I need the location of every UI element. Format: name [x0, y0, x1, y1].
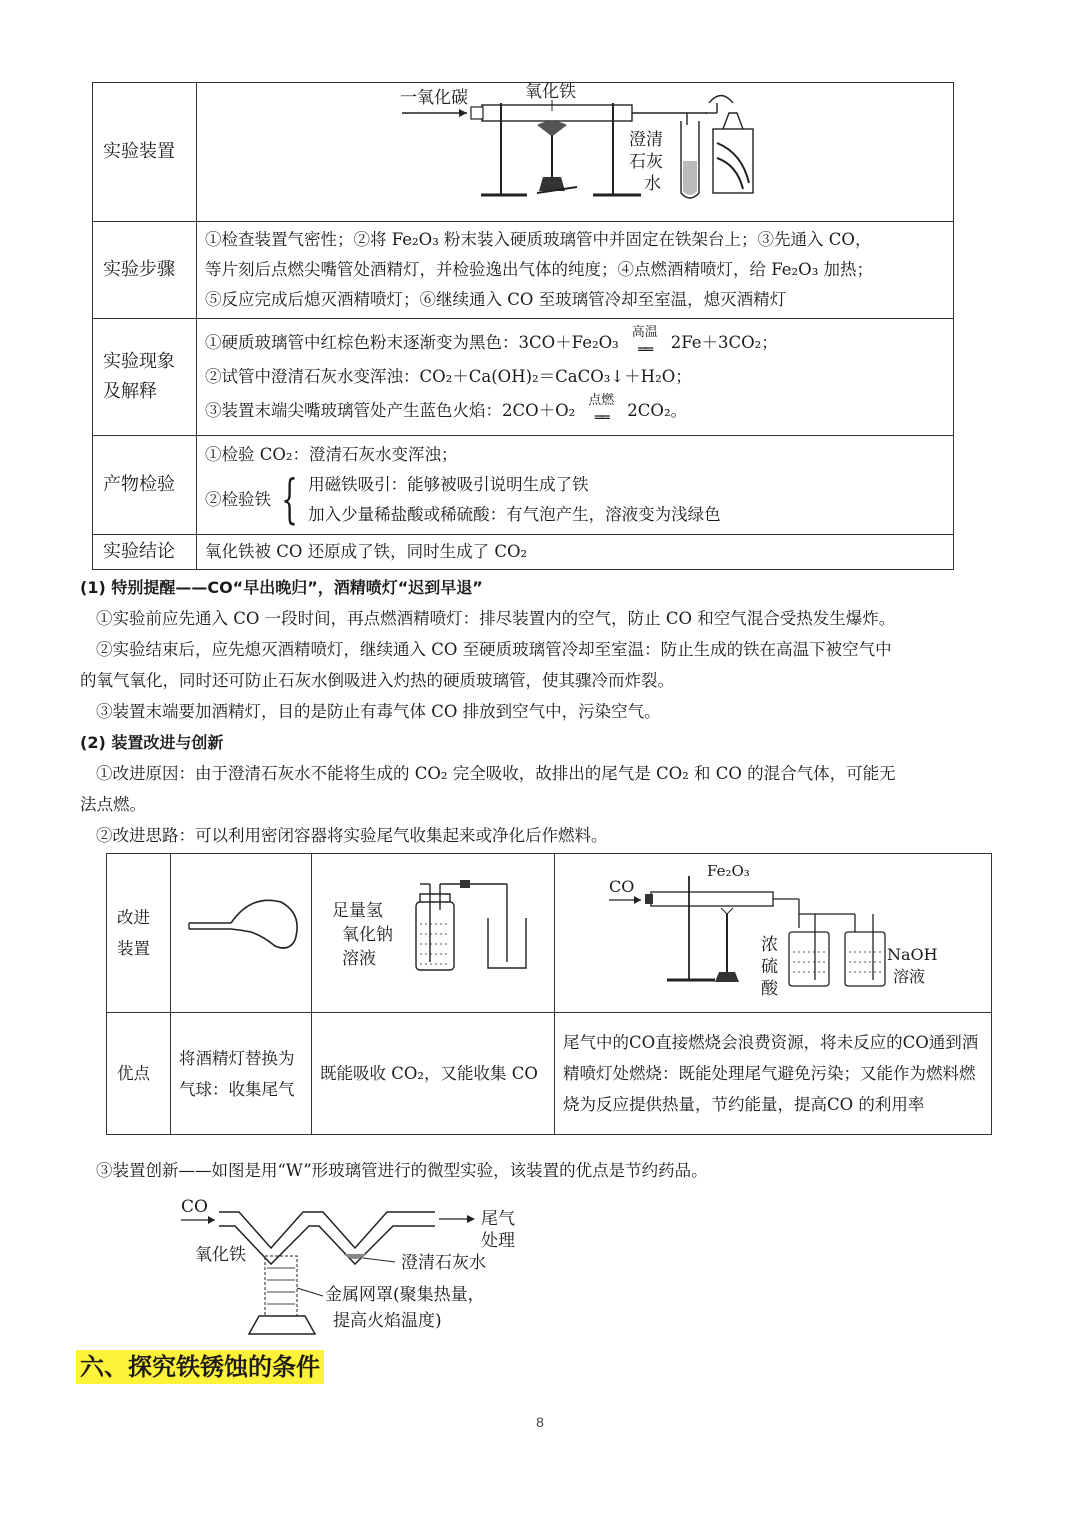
co-label: 一氧化碳: [400, 88, 468, 108]
product-header: 产物检验: [93, 436, 197, 535]
balloon-diagram: [171, 854, 311, 1002]
recycle-device-cell: [555, 854, 992, 1013]
note1-b2: 的氧气氧化，同时还可防止石灰水倒吸进入灼热的硬质玻璃管，使其骤冷而炸裂。: [80, 671, 674, 690]
product-cell: [197, 436, 954, 535]
steps-line-3: ⑤反应完成后熄灭酒精喷灯；⑥继续通入 CO 至玻璃管冷却至室温，熄灭酒精灯: [205, 290, 787, 309]
phenomena-line-2: ②试管中澄清石灰水变浑浊：CO₂＋Ca(OH)₂＝CaCO₃↓＋H₂O；: [205, 367, 692, 386]
condition-ignite: 点燃 ══: [588, 393, 615, 426]
steps-header: 实验步骤: [93, 222, 197, 319]
experiment-table: [92, 82, 954, 570]
w-co-label: CO: [181, 1197, 208, 1217]
steps-line-1: ①检查装置气密性；②将 Fe₂O₃ 粉末装入硬质玻璃管中并固定在铁架台上；③先通入 CO，: [205, 230, 872, 249]
note1-b1: ②实验结束后，应先熄灭酒精喷灯，继续通入 CO 至硬质玻璃管冷却至室温：防止生成的铁在高温下被空气中: [96, 640, 892, 659]
phenomena-cell: [197, 319, 954, 436]
apparatus-diagram: [197, 83, 953, 211]
naoh-label-b2: 溶液: [893, 967, 926, 986]
w-exhaust-1: 尾气: [481, 1209, 515, 1229]
w-tube-diagram: [175, 1192, 535, 1342]
note1-a: ①实验前应先通入 CO 一段时间，再点燃酒精喷灯：排尽装置内的空气，防止 CO 和空气混合受热发生爆炸。: [96, 609, 896, 628]
apparatus-header: 实验装置: [93, 83, 197, 222]
limewater-label-1: 澄清: [629, 130, 663, 150]
w-mesh-label-1: 金属网罩(聚集热量，: [325, 1285, 485, 1305]
iron-test-b: 加入少量稀盐酸或稀硫酸：有气泡产生，溶液变为浅绿色: [308, 505, 721, 524]
w-exhaust-2: 处理: [481, 1231, 515, 1251]
limewater-label-3: 水: [644, 174, 661, 194]
steps-line-2: 等片刻后点燃尖嘴管处酒精灯，并检验逸出气体的纯度；④点燃酒精喷灯，给 Fe₂O₃ 加热；: [205, 260, 874, 279]
co-label-2: CO: [609, 877, 635, 896]
section6-heading: 六、探究铁锈蚀的条件: [76, 1350, 324, 1384]
improvement-table: [106, 853, 992, 1135]
brace-icon: {: [281, 470, 298, 530]
phenomena-line-3: ③装置末端尖嘴玻璃管处产生蓝色火焰：2CO＋O₂ 点燃 ══ 2CO₂。: [205, 393, 688, 426]
acid-label-2: 硫: [761, 957, 778, 977]
naoh-label-1: 足量氢: [332, 901, 383, 921]
notes-block: [80, 572, 1010, 851]
page-number: 8: [536, 1414, 544, 1430]
improved-device-header: 改进装置: [107, 854, 171, 1013]
w-limewater-label: 澄清石灰水: [401, 1253, 486, 1273]
fe2o3-label-2: Fe₂O₃: [707, 862, 750, 880]
conclusion-header: 实验结论: [93, 535, 197, 570]
recycle-diagram: [555, 854, 991, 1002]
iron-test-label: ②检验铁: [205, 490, 271, 509]
note2-b: ②改进思路：可以利用密闭容器将实验尾气收集起来或净化后作燃料。: [96, 826, 608, 845]
steps-cell: [197, 222, 954, 319]
w-fe2o3-label: 氧化铁: [195, 1245, 246, 1265]
naoh-bottle-diagram: [312, 854, 554, 1002]
w-mesh-label-2: 提高火焰温度): [333, 1311, 442, 1331]
iron-test-a: 用磁铁吸引：能够被吸引说明生成了铁: [308, 475, 589, 494]
note1-c: ③装置末端要加酒精灯，目的是防止有毒气体 CO 排放到空气中，污染空气。: [96, 702, 661, 721]
phenomena-header: 实验现象及解释: [93, 319, 197, 436]
balloon-device-cell: [171, 854, 312, 1013]
advantage-balloon: 将酒精灯替换为气球：收集尾气: [171, 1013, 312, 1135]
condition-high-temp: 高温 ══: [631, 325, 658, 358]
naoh-label-3: 溶液: [342, 949, 376, 969]
conclusion-cell: 氧化铁被 CO 还原成了铁，同时生成了 CO₂: [197, 535, 954, 570]
note2-a2: 法点燃。: [80, 795, 146, 814]
note1-heading: (1) 特别提醒——CO“早出晚归”，酒精喷灯“迟到早退”: [80, 578, 483, 597]
note2-a1: ①改进原因：由于澄清石灰水不能将生成的 CO₂ 完全吸收，故排出的尾气是 CO₂ 和 CO 的混合气体，可能无: [96, 764, 896, 783]
fe2o3-label: 氧化铁: [525, 83, 576, 102]
advantage-header: 优点: [107, 1013, 171, 1135]
advantage-bottle: 既能吸收 CO₂，又能收集 CO: [312, 1013, 555, 1135]
note2-heading: (2) 装置改进与创新: [80, 733, 224, 752]
bottle-device-cell: [312, 854, 555, 1013]
limewater-label-2: 石灰: [629, 152, 663, 172]
acid-label-1: 浓: [761, 935, 778, 955]
phenomena-line-1: ①硬质玻璃管中红棕色粉末逐渐变为黑色：3CO＋Fe₂O₃ 高温 ══ 2Fe＋3CO₂；: [205, 325, 778, 358]
innovation-text: ③装置创新——如图是用“W”形玻璃管进行的微型实验，该装置的优点是节约药品。: [96, 1161, 708, 1180]
advantage-recycle: 尾气中的CO直接燃烧会浪费资源，将未反应的CO通到酒精喷灯处燃烧：既能处理尾气避免污染；又能作为燃料燃烧为反应提供热量，节约能量，提高CO 的利用率: [555, 1013, 992, 1135]
acid-label-3: 酸: [761, 979, 778, 999]
product-line-1: ①检验 CO₂：澄清石灰水变浑浊；: [205, 445, 458, 464]
iron-test: [205, 470, 945, 530]
naoh-label-2: 氧化钠: [342, 925, 393, 945]
apparatus-cell: [197, 83, 954, 222]
naoh-label-b1: NaOH: [887, 945, 938, 964]
